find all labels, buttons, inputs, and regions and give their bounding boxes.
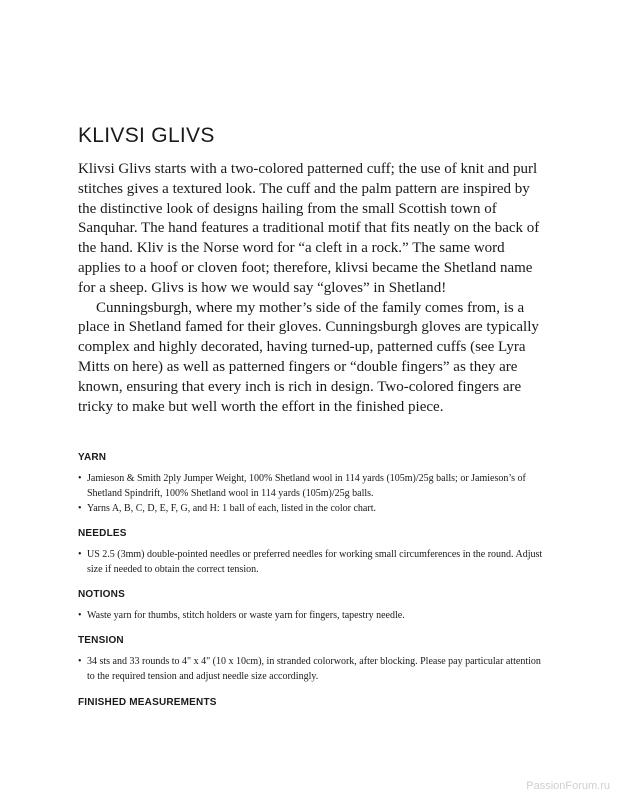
- notions-list: [78, 608, 548, 623]
- list-item-text: Jamieson & Smith 2ply Jumper Weight, 100% Shetland wool in 114 yards (105m)/25g balls; or Jamieson’s of Shetland Spindrift, 100% Shetland wool in 114 yards (105m)/25g balls.: [87, 473, 526, 499]
- bullet: •: [78, 503, 82, 514]
- list-item: [78, 471, 548, 501]
- bullet: •: [78, 549, 82, 560]
- yarn-section: [78, 452, 548, 516]
- tension-heading: TENSION: [78, 635, 124, 646]
- list-item: [78, 547, 548, 577]
- needles-heading: NEEDLES: [78, 528, 127, 539]
- yarn-list: [78, 471, 548, 516]
- finished-measurements-heading: FINISHED MEASUREMENTS: [78, 697, 217, 708]
- list-item-text: 34 sts and 33 rounds to 4" x 4" (10 x 10cm), in stranded colorwork, after blocking. Please pay particular attention to the required tension and adjust needle size accordingly.: [87, 656, 541, 682]
- tension-section: [78, 635, 548, 684]
- yarn-heading: YARN: [78, 452, 107, 463]
- notions-heading: NOTIONS: [78, 589, 125, 600]
- list-item-text: US 2.5 (3mm) double-pointed needles or preferred needles for working small circumferences in the round. Adjust size if needed to obtain the correct tension.: [87, 549, 543, 575]
- pattern-title: KLIVSI GLIVS: [78, 124, 215, 147]
- tension-list: [78, 654, 548, 684]
- list-item-text: Waste yarn for thumbs, stitch holders or waste yarn for fingers, tapestry needle.: [87, 610, 405, 621]
- intro-text: [78, 160, 540, 417]
- list-item-text: Yarns A, B, C, D, E, F, G, and H: 1 ball of each, listed in the color chart.: [87, 503, 376, 514]
- intro-paragraph-1: Klivsi Glivs starts with a two-colored patterned cuff; the use of knit and purl stitches gives a textured look. The cuff and the palm pattern are inspired by the distinctive look of designs hailing from the small Scottish town of Sanquhar. The hand features a traditional motif that fits neatly on the back of the hand. Kliv is the Norse word for “a cleft in a rock.” The same word applies to a hoof or cloven foot; therefore, klivsi became the Shetland name for a sheep. Glivs is how we would say “gloves” in Shetland!: [78, 161, 540, 296]
- watermark: PassionForum.ru: [526, 780, 610, 792]
- bullet: •: [78, 610, 82, 621]
- finished-measurements-section: [78, 697, 548, 716]
- bullet: •: [78, 473, 82, 484]
- list-item: [78, 501, 548, 516]
- intro-paragraph-2: Cunningsburgh, where my mother’s side of the family comes from, is a place in Shetland famed for their gloves. Cunningsburgh gloves are typically complex and highly decorated, having turned-up, patterned cuffs (see Lyra Mitts on here) as well as patterned fingers or “double fingers” as they are known, ensuring that every inch is rich in design. Two-colored fingers are tricky to make but well worth the effort in the finished piece.: [78, 299, 539, 415]
- needles-list: [78, 547, 548, 577]
- list-item: [78, 654, 548, 684]
- needles-section: [78, 528, 548, 577]
- list-item: [78, 608, 548, 623]
- notions-section: [78, 589, 548, 623]
- bullet: •: [78, 656, 82, 667]
